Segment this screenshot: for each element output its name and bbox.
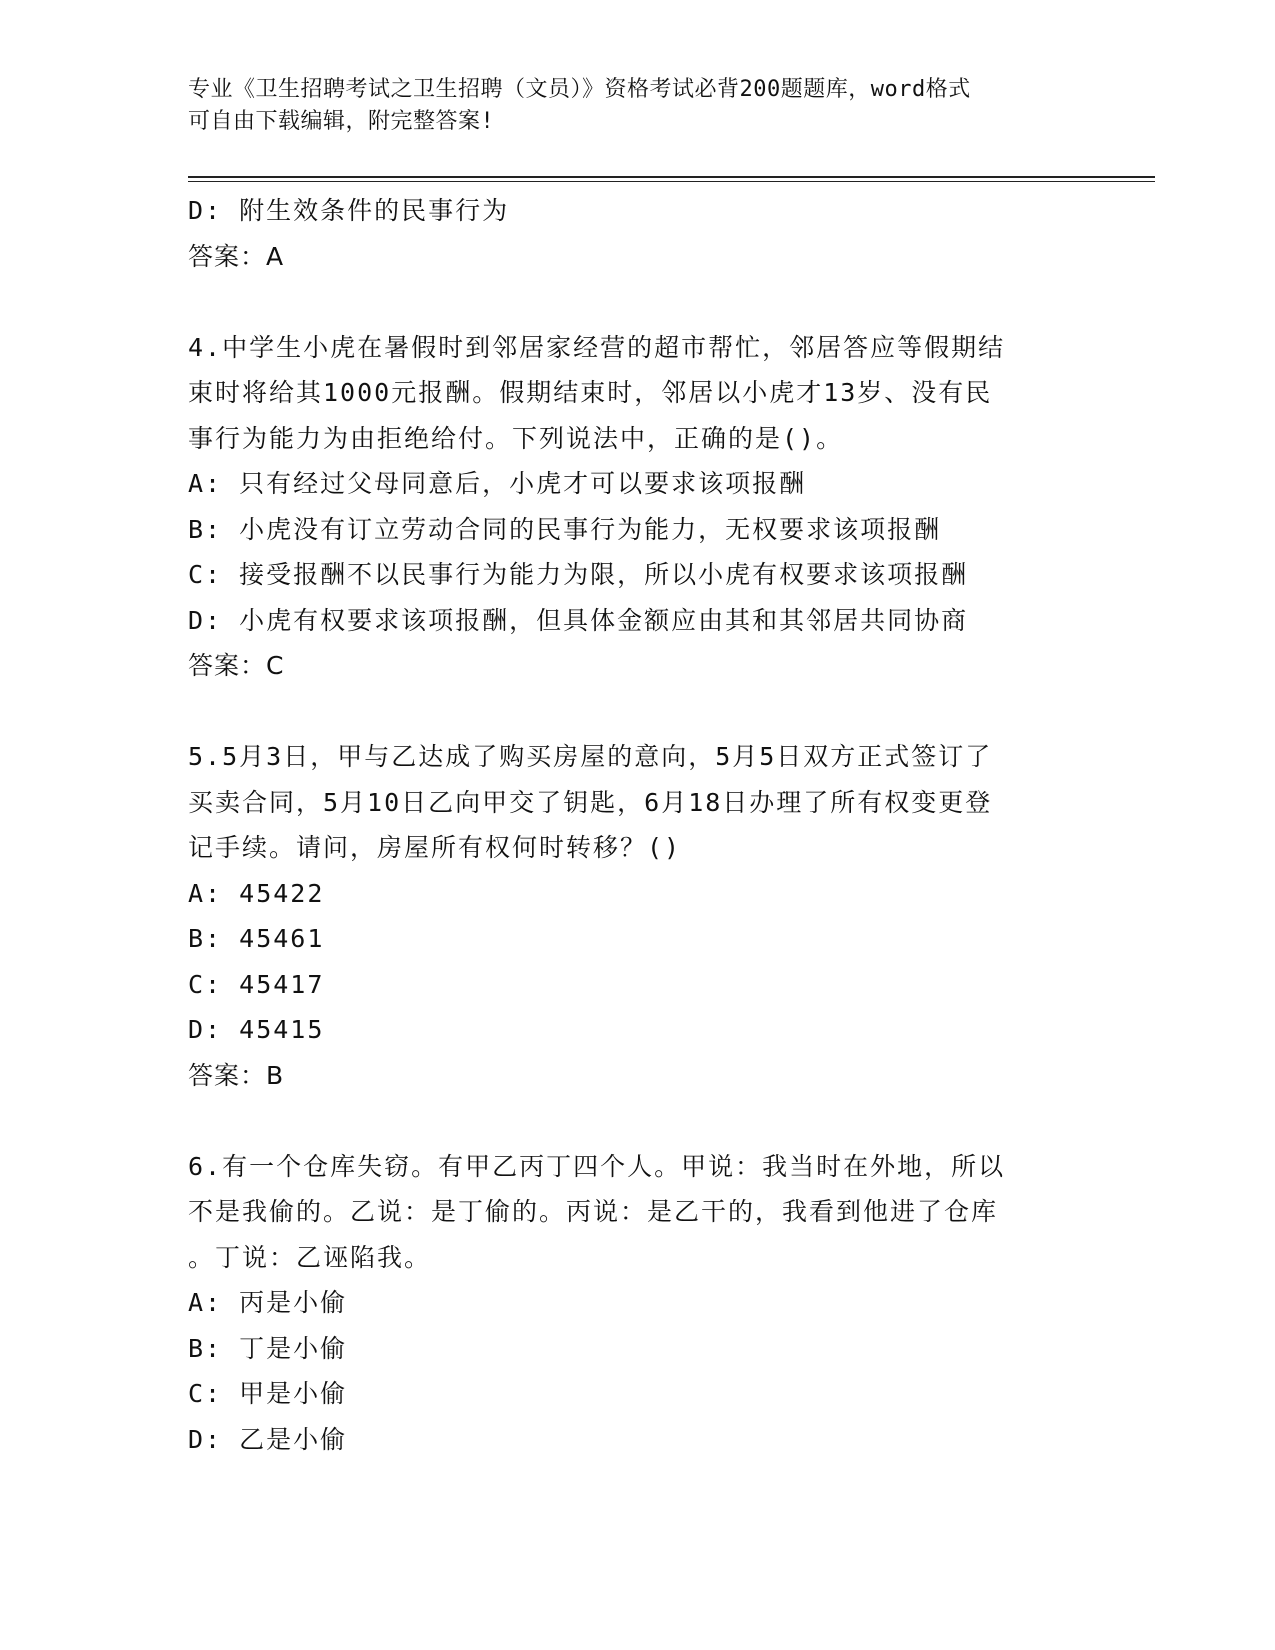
q4-option-b: B: 小虎没有订立劳动合同的民事行为能力，无权要求该项报酬 — [188, 514, 942, 544]
question-5 — [188, 734, 1088, 1098]
q6-option-a: A: 丙是小偷 — [188, 1288, 348, 1317]
q5-option-a: A: 45422 — [188, 878, 325, 908]
q5-option-d: D: 45415 — [188, 1015, 325, 1044]
q4-option-c: C: 接受报酬不以民事行为能力为限，所以小虎有权要求该项报酬 — [188, 560, 969, 589]
q4-option-d: D: 小虎有权要求该项报酬，但具体金额应由其和其邻居共同协商 — [188, 605, 969, 635]
q6-stem-line-2: 不是我偷的。乙说：是丁偷的。丙说：是乙干的，我看到他进了仓库 — [188, 1197, 999, 1226]
q6-stem-line-3: 。丁说：乙诬陷我。 — [188, 1242, 432, 1272]
question-6 — [188, 1144, 1088, 1463]
q5-stem-line-1: 5.5月3日，甲与乙达成了购买房屋的意向，5月5日双方正式签订了 — [188, 742, 993, 771]
spacer — [188, 689, 1088, 735]
q4-answer: 答案：C — [188, 651, 285, 680]
q4-stem-line-2: 束时将给其1000元报酬。假期结束时，邻居以小虎才13岁、没有民 — [188, 378, 993, 407]
q6-option-c: C: 甲是小偷 — [188, 1379, 348, 1408]
q5-stem-line-3: 记手续。请问，房屋所有权何时转移？() — [188, 833, 682, 862]
q4-stem-line-3: 事行为能力为由拒绝给付。下列说法中，正确的是()。 — [188, 423, 844, 453]
document-header — [188, 74, 1068, 138]
question-4 — [188, 325, 1088, 689]
question-3-tail — [188, 188, 1088, 279]
q3-answer: 答案：A — [188, 241, 285, 271]
q6-option-d: D: 乙是小偷 — [188, 1424, 348, 1454]
q3-option-d: D: 附生效条件的民事行为 — [188, 196, 510, 225]
header-rule-thin — [188, 181, 1155, 182]
q5-option-c: C: 45417 — [188, 969, 325, 999]
q4-option-a: A: 只有经过父母同意后，小虎才可以要求该项报酬 — [188, 469, 807, 498]
header-line-1: 专业《卫生招聘考试之卫生招聘（文员）》资格考试必背200题题库，word格式 — [188, 77, 971, 102]
header-line-2: 可自由下载编辑，附完整答案! — [188, 109, 495, 134]
q6-stem-line-1: 6.有一个仓库失窃。有甲乙丙丁四个人。甲说：我当时在外地，所以 — [188, 1151, 1006, 1181]
q5-stem-line-2: 买卖合同，5月10日乙向甲交了钥匙，6月18日办理了所有权变更登 — [188, 787, 993, 817]
q4-stem-line-1: 4.中学生小虎在暑假时到邻居家经营的超市帮忙，邻居答应等假期结 — [188, 332, 1006, 362]
q6-option-b: B: 丁是小偷 — [188, 1333, 348, 1363]
q5-answer: 答案：B — [188, 1060, 285, 1090]
header-rule-thick — [188, 176, 1155, 178]
spacer — [188, 279, 1088, 325]
document-body — [188, 188, 1088, 1462]
spacer — [188, 1098, 1088, 1144]
q5-option-b: B: 45461 — [188, 924, 325, 953]
